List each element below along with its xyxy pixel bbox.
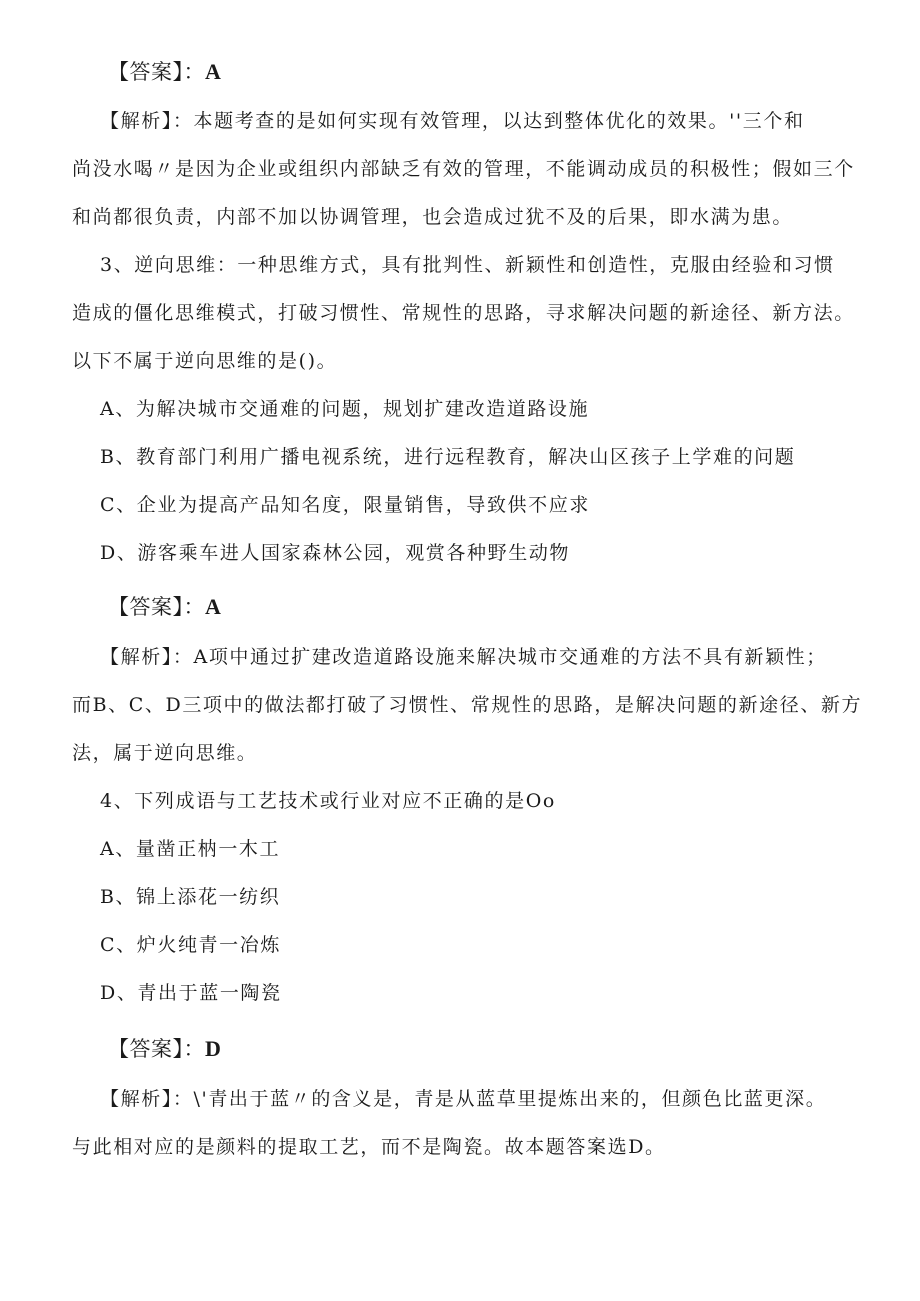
- answer-line-q4: [108, 1035, 221, 1063]
- answer-label: 【答案】：: [108, 1037, 205, 1061]
- answer-value: A: [205, 59, 222, 84]
- analysis-line: 【解析】：A项中通过扩建改造道路设施来解决城市交通难的方法不具有新颖性；: [100, 646, 827, 668]
- answer-label: 【答案】：: [108, 60, 205, 84]
- question-stem-line: 造成的僵化思维模式，打破习惯性、常规性的思路，寻求解决问题的新途径、新方法。: [72, 302, 855, 324]
- question-stem-line: 以下不属于逆向思维的是()。: [72, 350, 338, 372]
- answer-label: 【答案】：: [108, 595, 205, 619]
- option-c: C、炉火纯青一冶炼: [100, 934, 281, 956]
- analysis-line: 【解析】：\'青出于蓝〃的含义是，青是从蓝草里提炼出来的，但颜色比蓝更深。: [100, 1088, 827, 1110]
- option-b: B、锦上添花一纺织: [100, 886, 281, 908]
- question-stem-line: 3、逆向思维：一种思维方式，具有批判性、新颖性和创造性，克服由经验和习惯: [100, 254, 835, 276]
- analysis-line: 与此相对应的是颜料的提取工艺，而不是陶瓷。故本题答案选D。: [72, 1136, 666, 1158]
- analysis-line: 和尚都很负责，内部不加以协调管理，也会造成过犹不及的后果，即水满为患。: [72, 206, 794, 228]
- analysis-line: 法，属于逆向思维。: [72, 742, 258, 764]
- answer-value: D: [205, 1036, 222, 1061]
- option-a: A、量凿正枘一木工: [100, 838, 281, 860]
- option-d: D、游客乘车进人国家森林公园，观赏各种野生动物: [100, 542, 571, 564]
- answer-line-q2: [108, 58, 221, 86]
- option-a: A、为解决城市交通难的问题，规划扩建改造道路设施: [100, 398, 590, 420]
- analysis-line: 而B、C、D三项中的做法都打破了习惯性、常规性的思路，是解决问题的新途径、新方: [72, 694, 863, 716]
- option-c: C、企业为提高产品知名度，限量销售，导致供不应求: [100, 494, 590, 516]
- analysis-line: 尚没水喝〃是因为企业或组织内部缺乏有效的管理，不能调动成员的积极性；假如三个: [72, 158, 855, 180]
- analysis-line: 【解析】：本题考查的是如何实现有效管理，以达到整体优化的效果。''三个和: [100, 110, 805, 132]
- answer-line-q3: [108, 593, 221, 621]
- option-b: B、教育部门利用广播电视系统，进行远程教育，解决山区孩子上学难的问题: [100, 446, 796, 468]
- answer-value: A: [205, 594, 222, 619]
- option-d: D、青出于蓝一陶瓷: [100, 982, 282, 1004]
- question-stem-line: 4、下列成语与工艺技术或行业对应不正确的是Oo: [100, 790, 556, 812]
